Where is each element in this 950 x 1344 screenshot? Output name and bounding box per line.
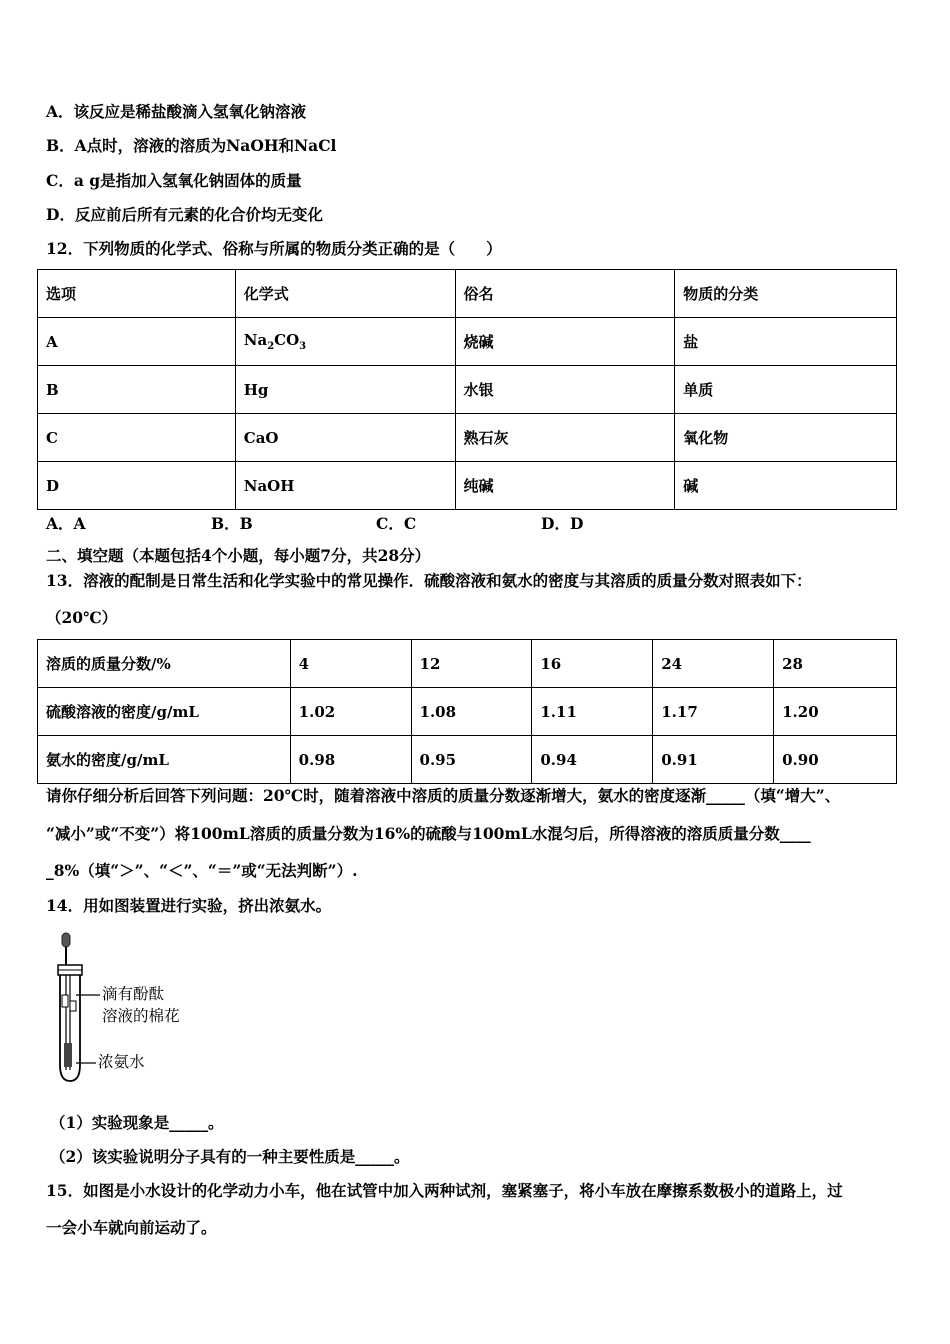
table-row — [38, 366, 897, 414]
header-cell: 俗名 — [455, 270, 675, 318]
table-cell: 0.98 — [290, 736, 411, 784]
dropper-bulb — [62, 933, 70, 947]
table-cell: 0.91 — [653, 736, 774, 784]
section-title: 二、填空题（本题包括4个小题，每小题7分，共28分） — [46, 546, 431, 565]
formula-cell: Hg — [235, 366, 455, 414]
category-cell: 氧化物 — [675, 414, 897, 462]
table-row — [38, 688, 897, 736]
header-cell: 物质的分类 — [675, 270, 897, 318]
table-cell: 4 — [290, 640, 411, 688]
q11-option-d: D．反应前后所有元素的化合价均无变化 — [46, 205, 323, 224]
common-name-cell: 水银 — [455, 366, 675, 414]
table-cell: 0.90 — [774, 736, 897, 784]
table-header-row — [38, 270, 897, 318]
table-cell: 0.95 — [411, 736, 532, 784]
q11-option-a: A．该反应是稀盐酸滴入氢氧化钠溶液 — [46, 102, 307, 121]
table-row — [38, 462, 897, 510]
header-cell: 选项 — [38, 270, 236, 318]
ammonia-liquid — [64, 1043, 72, 1067]
table-row — [38, 640, 897, 688]
table-cell: 1.08 — [411, 688, 532, 736]
category-cell: 盐 — [675, 318, 897, 366]
q14-stem: 14．用如图装置进行实验，挤出浓氨水。 — [46, 896, 332, 915]
table-row — [38, 414, 897, 462]
header-cell: 化学式 — [235, 270, 455, 318]
q13-question-line-3: _8%（填“＞”、“＜”、“＝”或“无法判断”）. — [46, 861, 358, 880]
option-cell: A — [38, 318, 236, 366]
q13-temperature: （20℃） — [46, 608, 118, 627]
category-cell: 单质 — [675, 366, 897, 414]
q13-question-line-1: 请你仔细分析后回答下列问题：20℃时，随着溶液中溶质的质量分数逐渐增大，氨水的密度逐渐_____（填“增大”、 — [46, 786, 841, 805]
q15-line-2: 一会小车就向前运动了。 — [46, 1218, 217, 1237]
q12-stem: 12．下列物质的化学式、俗称与所属的物质分类正确的是（ ） — [46, 239, 502, 258]
formula-cell: CaO — [235, 414, 455, 462]
q13-stem: 13．溶液的配制是日常生活和化学实验中的常见操作．硫酸溶液和氨水的密度与其溶质的质量分数对照表如下： — [46, 571, 812, 590]
table-cell: 1.17 — [653, 688, 774, 736]
table-cell: 1.02 — [290, 688, 411, 736]
q14-sub-question-2: （2）该实验说明分子具有的一种主要性质是_____。 — [50, 1147, 410, 1166]
formula-cell: NaOH — [235, 462, 455, 510]
table-cell: 12 — [411, 640, 532, 688]
q12-answer-a: A．A — [46, 514, 86, 533]
q14-sub-question-1: （1）实验现象是_____。 — [50, 1113, 224, 1132]
table-cell: 16 — [532, 640, 653, 688]
option-cell: C — [38, 414, 236, 462]
row-label: 氨水的密度/g/mL — [38, 736, 291, 784]
table-cell: 1.11 — [532, 688, 653, 736]
table-row — [38, 318, 897, 366]
label-cotton-2: 溶液的棉花 — [102, 1007, 180, 1025]
q12-answer-d: D．D — [541, 514, 584, 533]
q13-density-table — [37, 639, 897, 784]
test-tube-diagram — [40, 925, 250, 1085]
common-name-cell: 纯碱 — [455, 462, 675, 510]
table-cell: 1.20 — [774, 688, 897, 736]
table-row — [38, 736, 897, 784]
row-label: 硫酸溶液的密度/g/mL — [38, 688, 291, 736]
q11-option-b: B．A点时，溶液的溶质为NaOH和NaCl — [46, 136, 337, 155]
q12-table — [37, 269, 897, 510]
common-name-cell: 烧碱 — [455, 318, 675, 366]
option-cell: D — [38, 462, 236, 510]
cotton — [62, 995, 68, 1007]
formula-cell: $Na_2CO_3$ — [235, 318, 455, 366]
common-name-cell: 熟石灰 — [455, 414, 675, 462]
q15-line-1: 15．如图是小水设计的化学动力小车，他在试管中加入两种试剂，塞紧塞子，将小车放在摩擦系数极小的道路上，过 — [46, 1181, 843, 1200]
q12-answer-b: B．B — [211, 514, 253, 533]
q11-option-c: C．a g是指加入氢氧化钠固体的质量 — [46, 171, 302, 190]
option-cell: B — [38, 366, 236, 414]
table-cell: 28 — [774, 640, 897, 688]
label-cotton-1: 滴有酚酞 — [102, 985, 165, 1003]
q13-question-line-2: “减小”或“不变”）将100mL溶质的质量分数为16%的硫酸与100mL水混匀后，所得溶液的溶质质量分数____ — [46, 824, 811, 843]
label-ammonia: 浓氨水 — [98, 1053, 145, 1071]
table-cell: 24 — [653, 640, 774, 688]
q12-answer-c: C．C — [376, 514, 417, 533]
category-cell: 碱 — [675, 462, 897, 510]
table-cell: 0.94 — [532, 736, 653, 784]
row-label: 溶质的质量分数/% — [38, 640, 291, 688]
